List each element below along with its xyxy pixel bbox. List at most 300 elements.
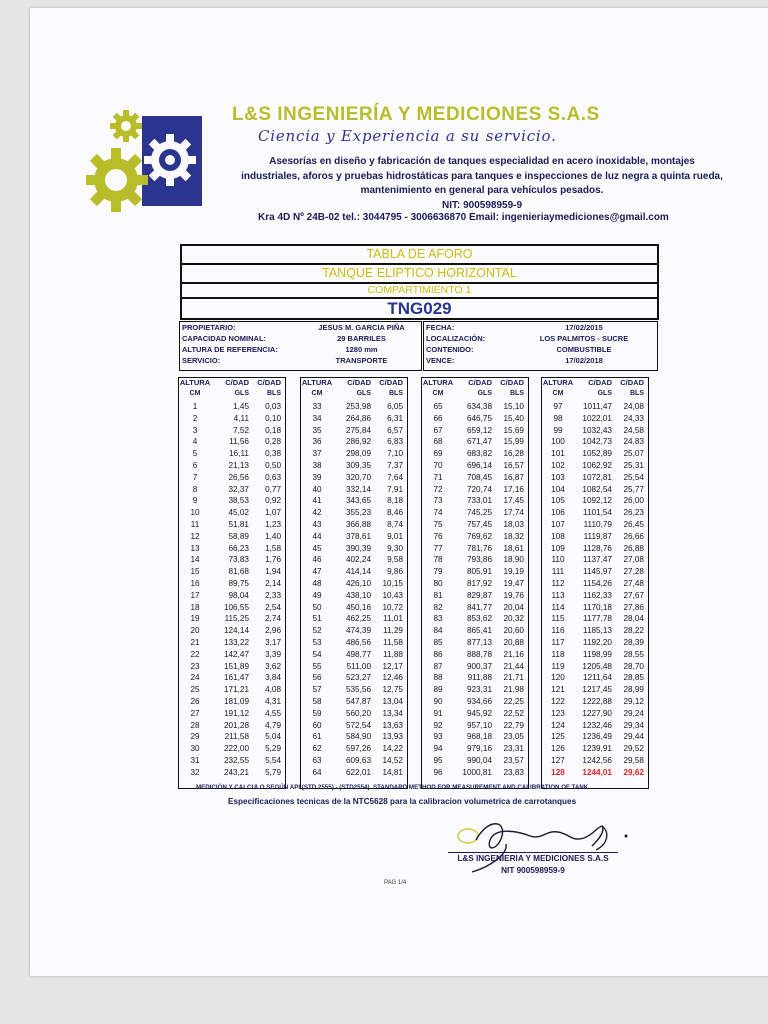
table-row [542,731,648,743]
table-row [179,649,285,661]
info-row [424,322,657,333]
gallons-cell: 757,45 [466,519,492,529]
info-row [180,355,421,366]
unit-cell: BLS [510,390,524,397]
table-row [542,602,648,614]
height-cm-cell: 21 [190,637,200,647]
gallons-cell: 191,12 [223,708,249,718]
header-cell: C/DAD [588,378,612,387]
gallons-cell: 211,58 [224,732,249,742]
height-cm-cell: 107 [551,519,565,529]
barrels-cell: 1,23 [265,519,281,529]
barrels-cell: 27,67 [623,590,644,600]
height-cm-cell: 111 [551,567,565,577]
height-cm-cell: 84 [433,626,443,636]
barrels-cell: 24,08 [623,402,644,411]
barrels-cell: 18,61 [503,543,524,553]
height-cm-cell: 24 [190,673,200,683]
barrels-cell: 21,16 [503,649,524,659]
height-cm-cell: 6 [192,460,198,470]
height-cm-cell: 40 [312,484,322,494]
table-row [179,566,285,578]
gallons-cell: 1022,01 [582,413,612,423]
gallons-cell: 1162,33 [583,590,612,600]
gallons-cell: 634,38 [466,402,492,411]
barrels-cell: 3,84 [265,673,281,683]
barrels-cell: 2,33 [265,590,281,600]
barrels-cell: 1,76 [265,555,281,565]
table-row [301,613,407,625]
table-row [422,649,528,661]
table-row [179,484,285,496]
info-value: COMBUSTIBLE [556,345,612,354]
table-row [542,743,648,755]
gallons-cell: 309,35 [345,460,371,470]
table-row [542,649,648,661]
table-row [542,755,648,767]
table-row [422,731,528,743]
height-cm-cell: 93 [433,732,443,742]
gallons-cell: 733,01 [466,496,492,506]
info-label: VENCE: [426,356,455,365]
gallons-cell: 106,55 [223,602,249,612]
height-cm-cell: 128 [551,767,565,777]
info-label: ALTURA DE REFERENCIA: [182,345,278,354]
height-cm-cell: 82 [433,602,443,612]
gallons-cell: 622,01 [345,767,371,777]
header-cell: C/DAD [500,378,524,387]
height-cm-cell: 110 [551,555,565,565]
height-cm-cell: 119 [551,661,565,671]
table-row [301,755,407,767]
height-cm-cell: 13 [190,543,200,553]
gallons-cell: 945,92 [466,708,492,718]
height-cm-cell: 115 [551,614,565,624]
height-cm-cell: 10 [190,508,200,518]
gallons-cell: 7,52 [233,425,249,435]
height-cm-cell: 91 [433,708,443,718]
info-row [180,333,421,344]
height-cm-cell: 118 [551,649,565,659]
barrels-cell: 23,83 [503,767,524,777]
barrels-cell: 29,44 [623,732,644,742]
barrels-cell: 26,66 [623,531,644,541]
barrels-cell: 21,71 [503,673,524,683]
table-row [542,484,648,496]
height-cm-cell: 74 [433,508,443,518]
barrels-cell: 0,63 [265,472,281,482]
table-row [301,495,407,507]
gallons-cell: 547,87 [345,696,371,706]
gallons-cell: 877,13 [466,637,492,647]
header-cell: C/DAD [468,378,492,387]
barrels-cell: 27,08 [623,555,644,565]
gallons-cell: 793,86 [466,555,492,565]
barrels-cell: 29,34 [623,720,644,730]
gallons-cell: 1145,97 [583,567,612,577]
gallons-cell: 769,62 [466,531,492,541]
height-cm-cell: 120 [551,673,565,683]
table-row [542,495,648,507]
table-row [422,672,528,684]
table-row [179,743,285,755]
gallons-cell: 253,98 [345,402,371,411]
table-row [179,672,285,684]
barrels-cell: 11,29 [383,626,403,636]
gallons-cell: 161,47 [223,673,249,683]
gallons-cell: 45,02 [228,508,249,518]
column-header [542,378,648,388]
table-row [422,578,528,590]
height-cm-cell: 117 [551,637,565,647]
height-cm-cell: 75 [433,519,443,529]
gallons-cell: 1227,90 [582,708,612,718]
height-cm-cell: 58 [312,696,322,706]
table-row [542,625,648,637]
table-row [542,613,648,625]
gallons-cell: 222,00 [223,744,249,754]
barrels-cell: 4,79 [265,720,281,730]
table-row [179,578,285,590]
info-value: 17/02/2015 [565,323,603,332]
barrels-cell: 10,15 [382,578,403,588]
barrels-cell: 7,91 [387,484,403,494]
height-cm-cell: 7 [192,472,198,482]
table-column [300,377,408,789]
gallons-cell: 1062,92 [582,460,612,470]
gallons-cell: 32,37 [228,484,249,494]
gallons-cell: 486,56 [345,637,371,647]
barrels-cell: 6,31 [387,413,403,423]
barrels-cell: 17,45 [503,496,524,506]
height-cm-cell: 86 [433,649,443,659]
height-cm-cell: 38 [312,460,322,470]
column-subheader [179,388,285,399]
barrels-cell: 7,64 [387,472,403,482]
gallons-cell: 426,10 [345,578,371,588]
height-cm-cell: 68 [433,437,443,447]
description-line: mantenimiento en general para vehículos pesados. [360,185,604,196]
barrels-cell: 18,32 [503,531,524,541]
barrels-cell: 23,57 [503,755,524,765]
column-subheader [301,388,407,399]
standard-note: MEDICIÓN Y CALCULO SEGÚN API (STD 2555) - (STD2554). STANDARD METHOD FOR MEASUREMENT AND CALIBRATION OF TANK [196,784,589,791]
column-header [422,378,528,388]
table-row [422,425,528,437]
header-cell: C/DAD [379,378,403,387]
height-cm-cell: 5 [192,449,198,459]
table-row [301,543,407,555]
height-cm-cell: 67 [433,425,443,435]
signature-company: L&S INGENIERIA Y MEDICIONES S.A.S [448,852,618,863]
table-row [542,472,648,484]
height-cm-cell: 53 [312,637,322,647]
height-cm-cell: 78 [433,555,443,565]
barrels-cell: 12,75 [382,685,403,695]
gallons-cell: 979,16 [466,744,492,754]
table-row [422,507,528,519]
barrels-cell: 22,25 [503,696,524,706]
gallons-cell: 572,54 [345,720,371,730]
height-cm-cell: 28 [190,720,200,730]
height-cm-cell: 126 [551,744,565,754]
header-cell: ALTURA [542,378,574,387]
info-value: 29 BARRILES [337,334,386,343]
header-cell: ALTURA [179,378,211,387]
height-cm-cell: 4 [192,437,198,447]
barrels-cell: 0,77 [265,484,281,494]
info-label: SERVICIO: [182,356,221,365]
barrels-cell: 26,88 [623,543,644,553]
gallons-cell: 1198,99 [583,649,612,659]
gallons-cell: 1192,20 [583,637,612,647]
table-row [301,413,407,425]
gallons-cell: 609,63 [345,755,371,765]
barrels-cell: 25,07 [623,449,644,459]
height-cm-cell: 105 [551,496,565,506]
height-cm-cell: 17 [190,590,200,600]
table-row [542,767,648,779]
height-cm-cell: 61 [312,732,322,742]
gallons-cell: 142,47 [223,649,249,659]
header-cell: C/DAD [257,378,281,387]
gallons-cell: 1,45 [233,402,249,411]
gallons-cell: 1244,01 [582,767,612,777]
height-cm-cell: 62 [312,744,322,754]
barrels-cell: 24,83 [623,437,644,447]
table-row [301,436,407,448]
barrels-cell: 15,10 [503,402,524,411]
barrels-cell: 14,22 [382,744,403,754]
barrels-cell: 16,57 [503,460,524,470]
barrels-cell: 0,38 [265,449,281,459]
height-cm-cell: 80 [433,578,443,588]
gallons-cell: 343,65 [345,496,371,506]
table-row [542,436,648,448]
gallons-cell: 671,47 [466,437,492,447]
info-row [180,344,421,355]
gallons-cell: 181,09 [223,696,249,706]
gallons-cell: 720,74 [466,484,492,494]
height-cm-cell: 127 [551,755,565,765]
barrels-cell: 9,30 [387,543,403,553]
table-row [422,661,528,673]
gallons-cell: 1154,26 [583,578,612,588]
barrels-cell: 24,58 [623,425,644,435]
table-row [422,436,528,448]
gallons-cell: 66,23 [228,543,249,553]
height-cm-cell: 15 [190,567,200,577]
table-row [301,731,407,743]
table-row [179,460,285,472]
height-cm-cell: 83 [433,614,443,624]
gallons-cell: 597,26 [345,744,371,754]
gallons-cell: 286,92 [345,437,371,447]
height-cm-cell: 121 [551,685,565,695]
barrels-cell: 9,01 [387,531,403,541]
height-cm-cell: 95 [433,755,443,765]
height-cm-cell: 60 [312,720,322,730]
gallons-cell: 535,56 [345,685,371,695]
barrels-cell: 3,17 [265,637,281,647]
table-row [179,767,285,779]
table-row [422,720,528,732]
info-label: PROPIETARIO: [182,323,236,332]
table-row [301,625,407,637]
height-cm-cell: 106 [551,508,565,518]
page-number: PAG 1/4 [384,880,407,886]
gallons-cell: 89,75 [228,578,249,588]
gallons-cell: 584,90 [345,732,371,742]
table-row [179,519,285,531]
gallons-cell: 462,25 [345,614,371,624]
unit-cell: BLS [267,390,281,397]
gallons-cell: 923,31 [466,685,492,695]
column-header [301,378,407,388]
height-cm-cell: 35 [312,425,322,435]
barrels-cell: 4,31 [265,696,281,706]
table-row [179,425,285,437]
header-cell: ALTURA [301,378,333,387]
barrels-cell: 21,44 [503,661,524,671]
unit-cell: BLS [630,390,644,397]
height-cm-cell: 11 [190,519,200,529]
gallons-cell: 865,41 [466,626,492,636]
column-header [179,378,285,388]
barrels-cell: 29,62 [623,767,644,777]
column-subheader [542,388,648,399]
barrels-cell: 29,52 [623,744,644,754]
table-row [422,684,528,696]
height-cm-cell: 88 [433,673,443,683]
barrels-cell: 0,92 [265,496,281,506]
table-row [179,613,285,625]
table-row [179,625,285,637]
barrels-cell: 5,04 [265,732,281,742]
barrels-cell: 29,12 [623,696,644,706]
height-cm-cell: 102 [551,460,565,470]
gallons-cell: 560,20 [345,708,371,718]
table-row [301,425,407,437]
height-cm-cell: 81 [433,590,443,600]
height-cm-cell: 116 [551,626,565,636]
unit-cell: GLS [234,390,249,397]
height-cm-cell: 59 [312,708,322,718]
gallons-cell: 474,39 [345,626,371,636]
unit-cell: GLS [477,390,492,397]
table-row [301,637,407,649]
barrels-cell: 1,07 [265,508,281,518]
height-cm-cell: 123 [551,708,565,718]
barrels-cell: 0,18 [265,425,281,435]
gallons-cell: 378,61 [345,531,371,541]
barrels-cell: 26,00 [623,496,644,506]
gallons-cell: 450,16 [345,602,371,612]
barrels-cell: 25,54 [623,472,644,482]
height-cm-cell: 66 [433,413,443,423]
barrels-cell: 24,33 [623,413,644,423]
header-cell: C/DAD [225,378,249,387]
gallons-cell: 1137,47 [583,555,612,565]
gallons-cell: 1177,78 [583,614,612,624]
barrels-cell: 29,24 [623,708,644,718]
height-cm-cell: 113 [551,590,565,600]
table-row [179,661,285,673]
barrels-cell: 25,77 [623,484,644,494]
tank-type: TANQUE ELIPTICO HORIZONTAL [180,263,659,282]
gallons-cell: 781,76 [466,543,492,553]
barrels-cell: 10,72 [382,602,403,612]
barrels-cell: 2,74 [265,614,281,624]
barrels-cell: 25,31 [623,460,644,470]
barrels-cell: 13,04 [382,696,403,706]
height-cm-cell: 12 [190,531,200,541]
barrels-cell: 14,52 [382,755,403,765]
table-row [542,531,648,543]
gallons-cell: 498,77 [345,649,371,659]
gallons-cell: 1052,89 [582,449,612,459]
barrels-cell: 26,45 [623,519,644,529]
gallons-cell: 1232,46 [582,720,612,730]
header-cell: C/DAD [620,378,644,387]
height-cm-cell: 49 [312,590,322,600]
height-cm-cell: 26 [190,696,200,706]
gallons-cell: 841,77 [466,602,492,612]
height-cm-cell: 1 [192,402,198,411]
height-cm-cell: 89 [433,685,443,695]
table-row [301,566,407,578]
table-row [301,708,407,720]
gallons-cell: 1239,91 [582,744,612,754]
gallons-cell: 1042,73 [582,437,612,447]
height-cm-cell: 32 [190,767,200,777]
table-row [422,519,528,531]
table-row [422,613,528,625]
table-row [542,519,648,531]
table-row [179,543,285,555]
height-cm-cell: 36 [312,437,322,447]
table-row [422,531,528,543]
info-value: 1280 mm [345,345,378,354]
info-label: FECHA: [426,323,455,332]
table-row [301,720,407,732]
gallons-cell: 51,81 [228,519,249,529]
unit-cell: CM [432,390,444,397]
specification-note: Especificaciones tecnicas de la NTC5628 para la calibracion volumetrica de carrotanques [228,797,577,806]
gallons-cell: 1092,12 [582,496,612,506]
barrels-cell: 9,58 [387,555,403,565]
table-row [422,637,528,649]
info-value: JESUS M. GARCIA PIÑA [318,323,405,332]
unit-cell: GLS [597,390,612,397]
gallons-cell: 115,25 [224,614,249,624]
table-row [422,590,528,602]
barrels-cell: 19,47 [503,578,524,588]
table-row [422,743,528,755]
barrels-cell: 0,28 [265,437,281,447]
height-cm-cell: 100 [551,437,565,447]
barrels-cell: 2,14 [265,578,281,588]
table-row [542,672,648,684]
table-row [179,507,285,519]
height-cm-cell: 29 [190,732,200,742]
height-cm-cell: 114 [551,602,565,612]
barrels-cell: 19,76 [503,590,524,600]
height-cm-cell: 122 [551,696,565,706]
height-cm-cell: 33 [312,402,322,411]
gallons-cell: 805,91 [466,567,492,577]
height-cm-cell: 31 [190,755,200,765]
